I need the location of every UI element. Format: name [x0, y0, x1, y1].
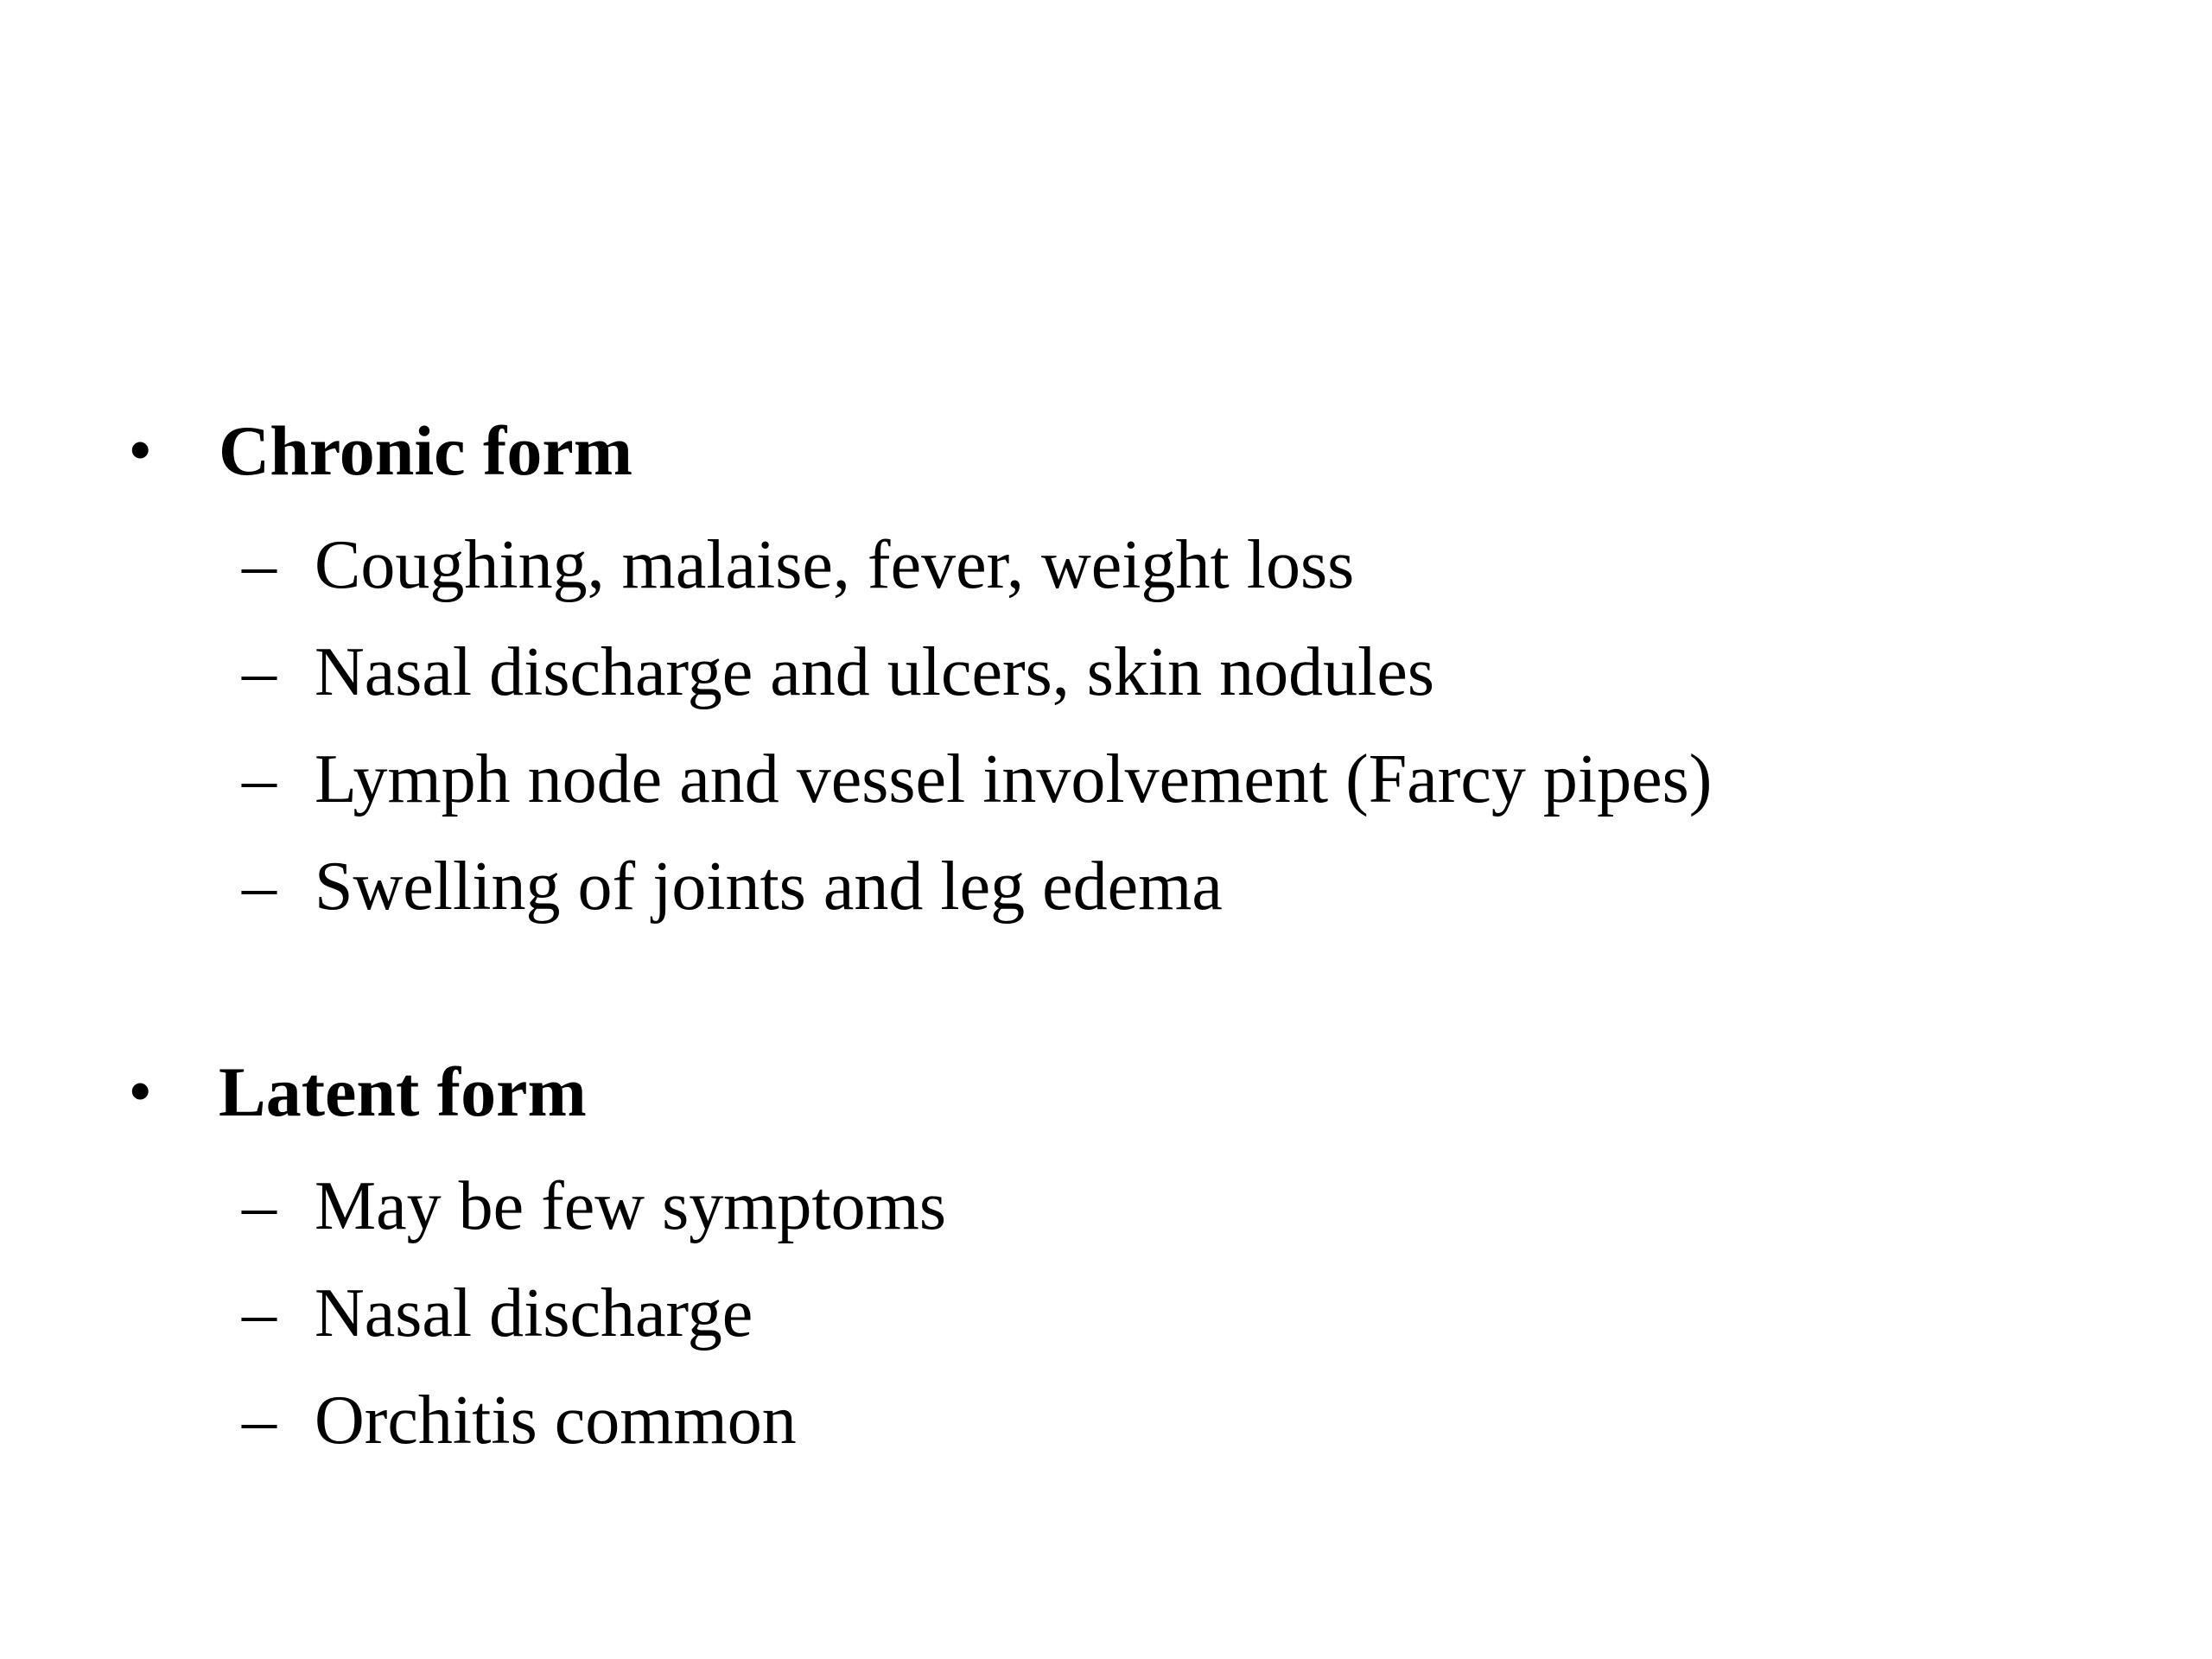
sub-item — [0, 512, 2212, 619]
sub-item-text: Swelling of joints and leg edema — [315, 849, 1223, 925]
sub-item-text: Lymph node and vessel involvement (Farcy pipes) — [315, 741, 1713, 817]
sub-item — [0, 1153, 2212, 1260]
bullet-marker: • — [130, 1058, 151, 1125]
sub-item-text: Nasal discharge and ulcers, skin nodules — [315, 634, 1434, 710]
dash-marker: – — [242, 741, 276, 817]
sub-item-text: May be few symptoms — [315, 1168, 947, 1244]
dash-marker: – — [242, 1382, 276, 1459]
bullet-item — [0, 1047, 2212, 1137]
sub-item-text: Coughing, malaise, fever, weight loss — [315, 527, 1355, 603]
dash-marker: – — [242, 634, 276, 710]
sub-item — [0, 833, 2212, 940]
dash-marker: – — [242, 1168, 276, 1244]
bullet-item — [0, 406, 2212, 496]
dash-marker: – — [242, 849, 276, 925]
sub-list — [0, 512, 2212, 940]
sub-list — [0, 1153, 2212, 1474]
section-heading: Latent form — [219, 1052, 587, 1131]
sub-item — [0, 1367, 2212, 1474]
sub-item-text: Orchitis common — [315, 1382, 797, 1459]
sub-item — [0, 726, 2212, 833]
section-latent-form — [0, 1047, 2212, 1474]
sub-item-text: Nasal discharge — [315, 1275, 753, 1351]
section-heading: Chronic form — [219, 411, 633, 490]
bullet-marker: • — [130, 417, 151, 484]
sub-item — [0, 619, 2212, 726]
sub-item — [0, 1260, 2212, 1367]
dash-marker: – — [242, 527, 276, 603]
section-chronic-form — [0, 406, 2212, 940]
dash-marker: – — [242, 1275, 276, 1351]
